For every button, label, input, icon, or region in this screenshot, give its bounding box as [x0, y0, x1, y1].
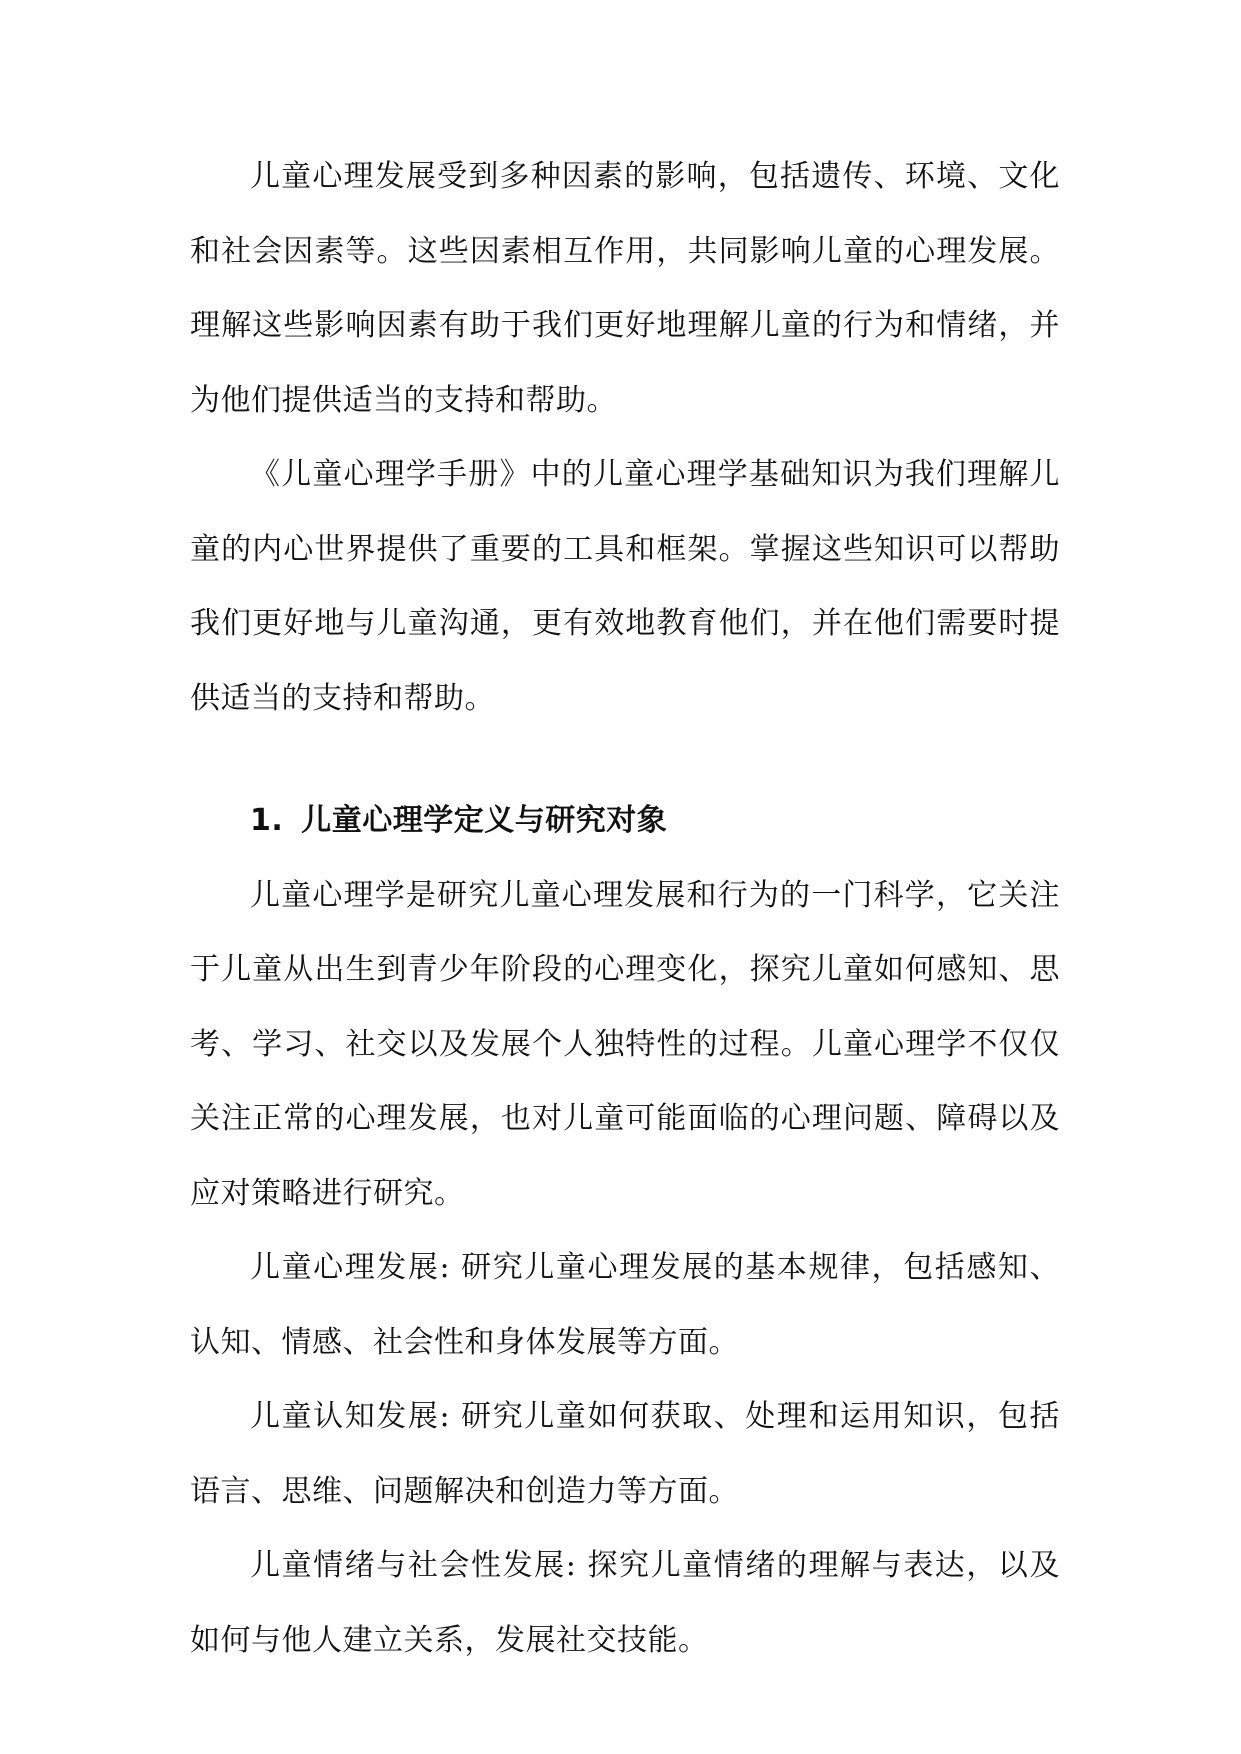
section-heading — [190, 736, 1060, 859]
paragraph: 儿童认知发展: 研究儿童如何获取、处理和运用知识，包括语言、思维、问题解决和创造力等方面。 — [190, 1399, 1060, 1509]
paragraph: 儿童情绪与社会性发展: 探究儿童情绪的理解与表达，以及如何与他人建立关系，发展社交技能。 — [190, 1548, 1060, 1658]
paragraph: 儿童心理发展受到多种因素的影响，包括遗传、环境、文化和社会因素等。这些因素相互作用，共同影响儿童的心理发展。理解这些影响因素有助于我们更好地理解儿童的行为和情绪，并为他们提供适当的支持和帮助。 — [190, 159, 1060, 418]
section-number: 1. — [250, 803, 284, 838]
document-body — [190, 140, 1060, 1678]
paragraph: 《儿童心理学手册》中的儿童心理学基础知识为我们理解儿童的内心世界提供了重要的工具和框架。掌握这些知识可以帮助我们更好地与儿童沟通，更有效地教育他们，并在他们需要时提供适当的支持和帮助。 — [190, 457, 1060, 716]
section-title: 儿童心理学定义与研究对象 — [301, 803, 668, 838]
paragraph: 儿童心理发展: 研究儿童心理发展的基本规律，包括感知、认知、情感、社会性和身体发展等方面。 — [190, 1250, 1060, 1360]
paragraph: 儿童心理学是研究儿童心理发展和行为的一门科学，它关注于儿童从出生到青少年阶段的心理变化，探究儿童如何感知、思考、学习、社交以及发展个人独特性的过程。儿童心理学不仅仅关注正常的心理发展，也对儿童可能面临的心理问题、障碍以及应对策略进行研究。 — [190, 877, 1060, 1211]
